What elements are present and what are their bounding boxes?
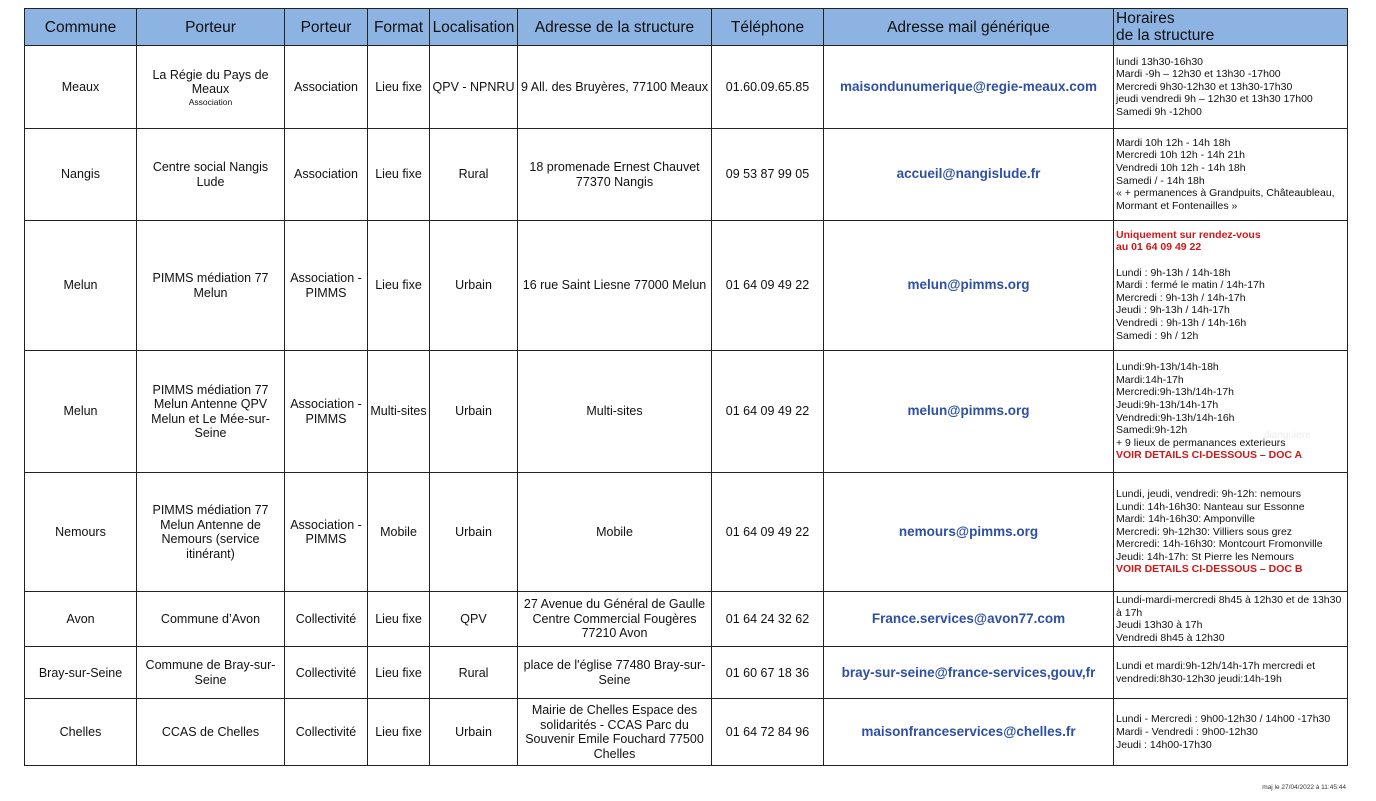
table-row — [25, 129, 1348, 221]
horaires-line: Jeudi : 9h-13h / 14h-17h — [1116, 304, 1230, 317]
adresse-cell: Multi-sites — [518, 351, 712, 473]
header-adresse: Adresse de la structure — [518, 9, 712, 46]
commune-cell: Chelles — [25, 699, 137, 766]
telephone-cell: 01 64 09 49 22 — [712, 473, 824, 592]
horaires-cell — [1114, 46, 1348, 129]
porteur-cell: Commune d’Avon — [137, 592, 285, 647]
adresse-cell: place de l'église 77480 Bray-sur-Seine — [518, 647, 712, 699]
porteur-cell: Centre social Nangis Lude — [137, 129, 285, 221]
localisation-cell: QPV - NPNRU — [430, 46, 518, 129]
table-row — [25, 351, 1348, 473]
porteur-cell: La Régie du Pays de Meaux Association — [137, 46, 285, 129]
horaires-line: Vendredi : 9h-13h / 14h-16h — [1116, 316, 1247, 329]
localisation-cell: Urbain — [430, 221, 518, 351]
appointment-note: au 01 64 09 49 22 — [1116, 241, 1202, 254]
telephone-cell: 09 53 87 99 05 — [712, 129, 824, 221]
faint-watermark-text: dianguiere — [1264, 430, 1311, 441]
horaires-line: Lundi:9h-13h/14h-18h — [1116, 361, 1219, 374]
format-cell: Lieu fixe — [368, 647, 430, 699]
horaires-line: Lundi, jeudi, vendredi: 9h-12h: nemours — [1116, 487, 1302, 500]
telephone-cell: 01 60 67 18 36 — [712, 647, 824, 699]
table-row — [25, 647, 1348, 699]
header-commune: Commune — [25, 9, 137, 46]
localisation-cell: Urbain — [430, 473, 518, 592]
header-horaires: Horaires de la structure — [1114, 9, 1348, 46]
localisation-cell: Rural — [430, 647, 518, 699]
adresse-cell: Mairie de Chelles Espace des solidarités - CCAS Parc du Souvenir Emile Fouchard 77500 Chelles — [518, 699, 712, 766]
horaires-line: Vendredi:9h-13h/14h-16h — [1116, 411, 1235, 424]
mail-link[interactable]: melun@pimms.org — [824, 351, 1114, 473]
header-porteur-type: Porteur — [285, 9, 368, 46]
header-telephone: Téléphone — [712, 9, 824, 46]
horaires-line: Jeudi 13h30 à 17h — [1116, 619, 1203, 632]
horaires-line: Lundi - Mercredi : 9h00-12h30 / 14h00 -17h30 — [1116, 713, 1331, 726]
commune-cell: Nemours — [25, 473, 137, 592]
format-cell: Lieu fixe — [368, 592, 430, 647]
commune-cell: Meaux — [25, 46, 137, 129]
porteur-type-cell: Collectivité — [285, 699, 368, 766]
adresse-cell: 9 All. des Bruyères, 77100 Meaux — [518, 46, 712, 129]
horaires-line: « + permanences à Grandpuits, Châteaubleau, Mormant et Fontenailles » — [1116, 187, 1335, 212]
porteur-type-cell: Association — [285, 129, 368, 221]
porteur-cell: PIMMS médiation 77 Melun Antenne de Nemours (service itinérant) — [137, 473, 285, 592]
porteur-cell: PIMMS médiation 77 Melun — [137, 221, 285, 351]
format-cell: Multi-sites — [368, 351, 430, 473]
commune-cell: Melun — [25, 351, 137, 473]
localisation-cell: Urbain — [430, 351, 518, 473]
header-row — [25, 9, 1348, 46]
adresse-cell: 27 Avenue du Général de Gaulle Centre Commercial Fougères 77210 Avon — [518, 592, 712, 647]
adresse-cell: Mobile — [518, 473, 712, 592]
horaires-line: Mardi : fermé le matin / 14h-17h — [1116, 279, 1265, 292]
porteur-type-cell: Collectivité — [285, 647, 368, 699]
mail-link[interactable]: maisondunumerique@regie-meaux.com — [824, 46, 1114, 129]
header-mail: Adresse mail générique — [824, 9, 1114, 46]
header-porteur: Porteur — [137, 9, 285, 46]
mail-link[interactable]: melun@pimms.org — [824, 221, 1114, 351]
structures-table — [24, 8, 1348, 766]
porteur-subtitle: Association — [188, 96, 233, 107]
horaires-line: Jeudi: 14h-17h: St Pierre les Nemours — [1116, 550, 1295, 563]
horaires-cell — [1114, 699, 1348, 766]
horaires-cell — [1114, 647, 1348, 699]
horaires-line: Lundi-mardi-mercredi 8h45 à 12h30 et de 13h30 à 17h — [1116, 594, 1342, 619]
horaires-line: Mardi: 14h-16h30: Amponville — [1116, 513, 1255, 526]
table-row — [25, 699, 1348, 766]
porteur-type-cell: Association - PIMMS — [285, 221, 368, 351]
horaires-line: Samedi : 9h / 12h — [1116, 329, 1199, 342]
commune-cell: Nangis — [25, 129, 137, 221]
mail-link[interactable]: accueil@nangislude.fr — [824, 129, 1114, 221]
horaires-line: Mardi - Vendredi : 9h00-12h30 — [1116, 726, 1258, 739]
horaires-line: Samedi / - 14h 18h — [1116, 174, 1205, 187]
horaires-line: + 9 lieux de permanances exterieurs — [1116, 436, 1286, 449]
horaires-line: Vendredi 8h45 à 12h30 — [1116, 631, 1225, 644]
horaires-cell — [1114, 221, 1348, 351]
mail-link[interactable]: maisonfranceservices@chelles.fr — [824, 699, 1114, 766]
horaires-line: Samedi 9h -12h00 — [1116, 105, 1202, 118]
porteur-cell: CCAS de Chelles — [137, 699, 285, 766]
table-row — [25, 221, 1348, 351]
horaires-line: Jeudi:9h-13h/14h-17h — [1116, 398, 1219, 411]
format-cell: Mobile — [368, 473, 430, 592]
adresse-cell: 18 promenade Ernest Chauvet 77370 Nangis — [518, 129, 712, 221]
horaires-cell — [1114, 351, 1348, 473]
adresse-cell: 16 rue Saint Liesne 77000 Melun — [518, 221, 712, 351]
localisation-cell: QPV — [430, 592, 518, 647]
horaires-cell — [1114, 592, 1348, 647]
telephone-cell: 01 64 09 49 22 — [712, 221, 824, 351]
mail-link[interactable]: bray-sur-seine@france-services,gouv,fr — [824, 647, 1114, 699]
details-link[interactable]: VOIR DETAILS CI-DESSOUS – DOC A — [1116, 449, 1303, 462]
telephone-cell: 01 64 24 32 62 — [712, 592, 824, 647]
horaires-line: Mardi -9h – 12h30 et 13h30 -17h00 — [1116, 68, 1281, 81]
localisation-cell: Rural — [430, 129, 518, 221]
header-localisation: Localisation — [430, 9, 518, 46]
horaires-line: Mercredi: 9h-12h30: Villiers sous grez — [1116, 525, 1293, 538]
horaires-line: Mercredi 9h30-12h30 et 13h30-17h30 — [1116, 80, 1293, 93]
format-cell: Lieu fixe — [368, 129, 430, 221]
horaires-line: Samedi:9h-12h — [1116, 424, 1188, 437]
horaires-line: Vendredi 10h 12h - 14h 18h — [1116, 161, 1246, 174]
horaires-line: lundi 13h30-16h30 — [1116, 55, 1203, 68]
horaires-line: Mercredi : 9h-13h / 14h-17h — [1116, 291, 1246, 304]
header-format: Format — [368, 9, 430, 46]
telephone-cell: 01 64 72 84 96 — [712, 699, 824, 766]
format-cell: Lieu fixe — [368, 221, 430, 351]
table-row — [25, 592, 1348, 647]
appointment-note: Uniquement sur rendez-vous — [1116, 228, 1261, 241]
porteur-type-cell: Association — [285, 46, 368, 129]
horaires-line: Mercredi:9h-13h/14h-17h — [1116, 386, 1234, 399]
table-row — [25, 473, 1348, 592]
telephone-cell: 01 64 09 49 22 — [712, 351, 824, 473]
horaires-line: Lundi et mardi:9h-12h/14h-17h mercredi et vendredi:8h30-12h30 jeudi:14h-19h — [1116, 660, 1316, 685]
porteur-cell: Commune de Bray-sur-Seine — [137, 647, 285, 699]
details-link[interactable]: VOIR DETAILS CI-DESSOUS – DOC B — [1116, 563, 1303, 576]
format-cell: Lieu fixe — [368, 46, 430, 129]
table-row — [25, 46, 1348, 129]
commune-cell: Melun — [25, 221, 137, 351]
horaires-line: jeudi vendredi 9h – 12h30 et 13h30 17h00 — [1116, 93, 1313, 106]
localisation-cell: Urbain — [430, 699, 518, 766]
horaires-line: Jeudi : 14h00-17h30 — [1116, 738, 1212, 751]
update-footnote: maj le 27/04/2022 à 11:45:44 — [1262, 784, 1346, 791]
porteur-cell: PIMMS médiation 77 Melun Antenne QPV Melun et Le Mée-sur-Seine — [137, 351, 285, 473]
porteur-type-cell: Collectivité — [285, 592, 368, 647]
commune-cell: Avon — [25, 592, 137, 647]
horaires-cell — [1114, 473, 1348, 592]
commune-cell: Bray-sur-Seine — [25, 647, 137, 699]
format-cell: Lieu fixe — [368, 699, 430, 766]
horaires-line: Lundi: 14h-16h30: Nanteau sur Essonne — [1116, 500, 1305, 513]
horaires-line: Mardi:14h-17h — [1116, 373, 1184, 386]
telephone-cell: 01.60.09.65.85 — [712, 46, 824, 129]
horaires-line: Mardi 10h 12h - 14h 18h — [1116, 136, 1231, 149]
mail-link[interactable]: France.services@avon77.com — [824, 592, 1114, 647]
porteur-type-cell: Association - PIMMS — [285, 473, 368, 592]
porteur-type-cell: Association - PIMMS — [285, 351, 368, 473]
horaires-line: Mercredi 10h 12h - 14h 21h — [1116, 149, 1245, 162]
mail-link[interactable]: nemours@pimms.org — [824, 473, 1114, 592]
horaires-cell — [1114, 129, 1348, 221]
horaires-line: Lundi : 9h-13h / 14h-18h — [1116, 266, 1231, 279]
horaires-line: Mercredi: 14h-16h30: Montcourt Fromonville — [1116, 538, 1323, 551]
